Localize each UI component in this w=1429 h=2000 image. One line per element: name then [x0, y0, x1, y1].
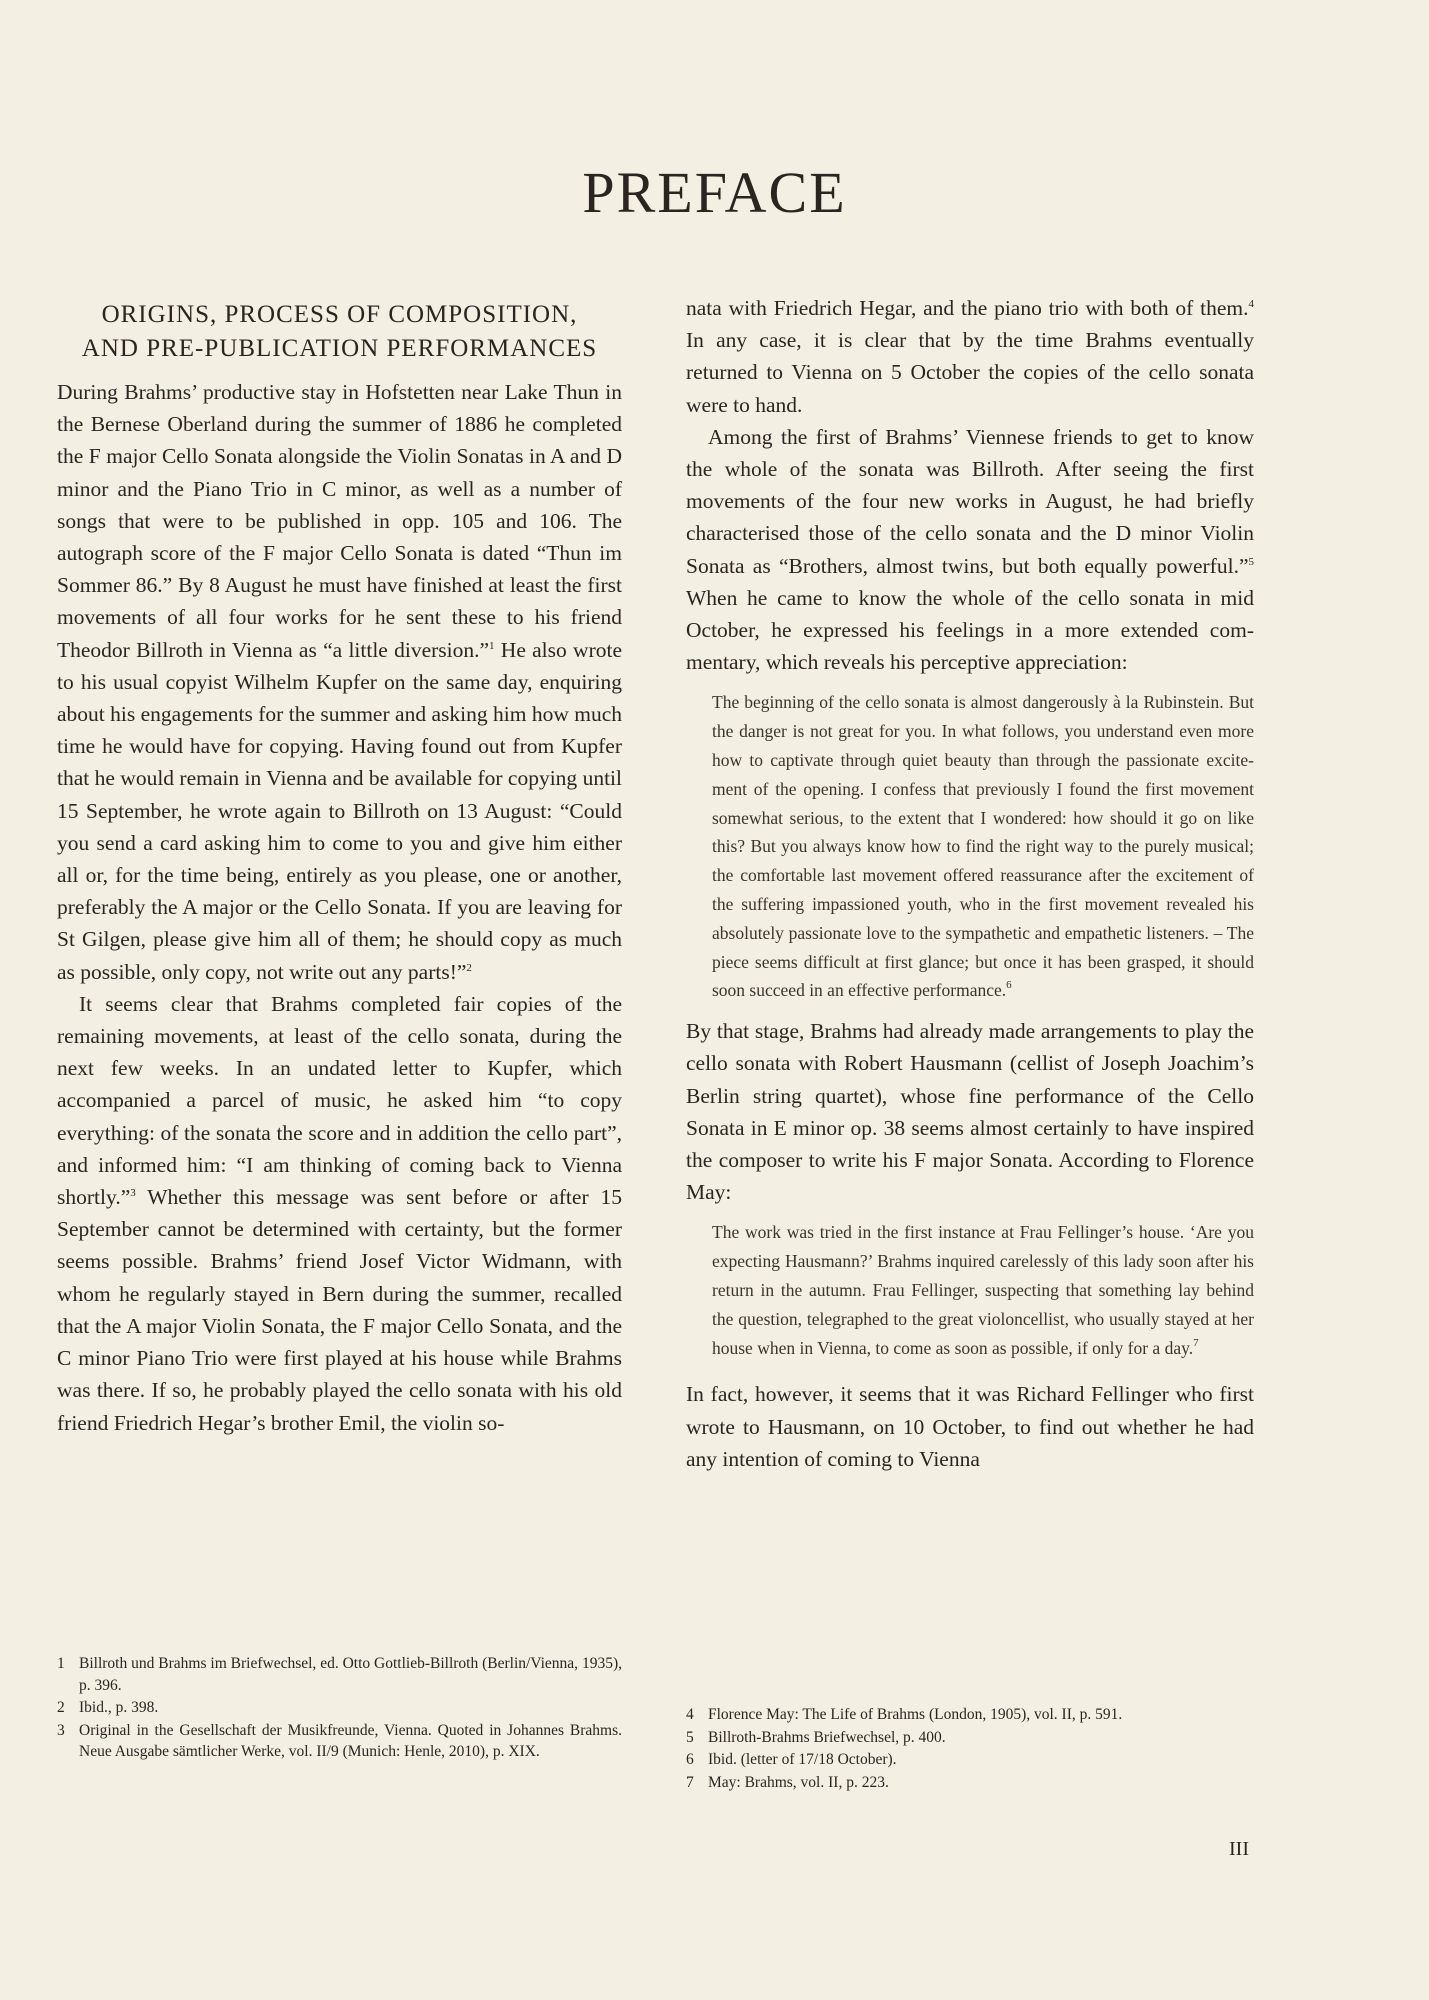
footnote-ref: 2	[466, 961, 472, 974]
footnote-text: Ibid., p. 398.	[79, 1699, 159, 1716]
quote-text: The work was tried in the first instance at Frau Fellinger’s house. ‘Are you expecting Hausmann?’ Brahms inquired carelessly of this lady soon after his return in the autumn. Frau Fellinger, suspecting that something lay behind the question, telegraphed to the great violoncellist, who usually stayed at her house when in Vienna, to come as soon as possible, if only for a day.	[712, 1222, 1254, 1358]
body-paragraph	[57, 988, 622, 1439]
right-footnotes	[686, 1704, 1254, 1794]
paragraph-text: In any case, it is clear that by the time Brahms eventually returned to Vienna on 5 October the copies of the cello sonata were to hand.	[686, 328, 1254, 417]
paragraph-text: By that stage, Brahms had already made arrangements to play the cello sonata with Robert Hausmann (cellist of Joseph Joachim’s Berlin string quartet), whose fine performance of the Cello Sonata in E minor op. 38 seems almost certainly to have inspired the composer to write his F major Sonata. According to Florence May:	[686, 1019, 1254, 1205]
footnote-ref: 3	[130, 1187, 136, 1200]
paragraph-text: He also wrote to his usual copyist Wilhelm Kupfer on the same day, enquiring about his engagements for the summer and asking him how much time he would have for copying. Having found out from Kupfer that he would remain in Vienna and be available for copying until 15 September, he wrote again to Billroth on 13 August: “Could you send a card asking him to come to you and give him either all or, for the time being, entirely as you please, one or another, preferably the A major or the Cello Sonata. If you are leaving for St Gilgen, please give him all of them; he should copy as much as possible, only copy, not write out any parts!”	[57, 637, 622, 984]
body-paragraph	[686, 1015, 1254, 1208]
paragraph-text: During Brahms’ productive stay in Hofstetten near Lake Thun in the Bernese Oberland during the summer of 1886 he completed the F major Cello Sonata alongside the Violin Sonatas in A and D minor and the Piano Trio in C minor, as well as a number of songs that were to be published in opp. 105 and 106. The autograph score of the F major Cello Sonata is dated “Thun im Sommer 86.” By 8 August he must have finished at least the first movements of all four works for he sent these to his friend Theodor Billroth in Vienna as “a little diversion.”	[57, 380, 622, 662]
quote-text: The beginning of the cello sonata is almost dangerously à la Rubinstein. But the danger is not great for you. In what follows, you understand even more how to captivate through quiet beauty than through the passionate excitement of the opening. I confess that previously I found the first movement somewhat serious, to the extent that I wondered: how should it go on like this? But you always know how to find the right way to the purely musical; the comfortable last movement offered reassurance after the excitement of the suffering impassioned youth, who in the first movement revealed his absolutely passionate love to the sympathetic and empathetic listeners. – The piece seems difficult at first glance; but once it has been grasped, it should soon succeed in an effective performance.	[712, 692, 1254, 1001]
footnote-number: 5	[686, 1728, 694, 1746]
body-paragraph	[686, 1378, 1254, 1475]
footnote	[57, 1697, 622, 1719]
footnote-text: May: Brahms, vol. II, p. 223.	[708, 1773, 889, 1791]
page-number: III	[1229, 1838, 1249, 1860]
footnote-text: Billroth und Brahms im Briefwechsel, ed. Otto Gottlieb-Billroth (Berlin/Vienna, 1935), p. 396.	[79, 1655, 622, 1694]
body-paragraph	[686, 292, 1254, 421]
paragraph-text: In fact, however, it seems that it was Richard Fellinger who first wrote to Hausmann, on 10 October, to find out whether he had any intention of coming to Vienna	[686, 1382, 1254, 1471]
paragraph-text: nata with Friedrich Hegar, and the piano trio with both of them.	[686, 296, 1249, 320]
footnote-number: 2	[57, 1699, 65, 1716]
footnote	[686, 1704, 1254, 1726]
footnote-text: Billroth-Brahms Briefwechsel, p. 400.	[708, 1728, 946, 1746]
page-title: PREFACE	[582, 160, 847, 225]
footnote-text: Original in the Gesellschaft der Musikfreunde, Vienna. Quoted in Johannes Brahms. Neue Ausgabe sämtlicher Werke, vol. II/9 (Munich: Henle, 2010), p. XIX.	[79, 1721, 622, 1760]
footnote-ref: 6	[1006, 979, 1012, 992]
footnote-ref: 5	[1248, 555, 1254, 568]
section-title	[57, 298, 622, 366]
footnote-ref: 7	[1193, 1336, 1199, 1349]
footnote-text: Ibid. (letter of 17/18 October).	[708, 1751, 897, 1768]
footnote-text: Florence May: The Life of Brahms (London, 1905), vol. II, p. 591.	[708, 1706, 1123, 1723]
section-title-line-1: ORIGINS, PROCESS OF COMPOSITION,	[101, 301, 578, 328]
footnote-number: 4	[686, 1706, 694, 1723]
section-title-line-2: AND PRE-PUBLICATION PERFORMANCES	[81, 335, 598, 362]
footnote	[686, 1727, 1254, 1749]
paragraph-text: Among the first of Brahms’ Viennese friends to get to know the whole of the sonata was Billroth. After seeing the first movements of the four new works in August, he had briefly characterised those of the cello sonata and the D minor Violin Sonata as “Brothers, almost twins, but both equally powerful.”	[686, 424, 1254, 578]
body-paragraph	[57, 376, 622, 988]
footnote-number: 7	[686, 1773, 694, 1791]
footnote	[686, 1749, 1254, 1771]
paragraph-text: Whether this message was sent before or after 15 September cannot be determined with certainty, but the former seems possible. Brahms’ friend Josef Victor Widmann, with whom he regularly stayed in Bern during the summer, recalled that the A major Violin Sonata, the F major Cello Sonata, and the C minor Piano Trio were first played at his house while Brahms was there. If so, he probably played the cello sonata with his old friend Friedrich Hegar’s brother Emil, the violin so-	[57, 1185, 622, 1435]
paragraph-text: When he came to know the whole of the cello sonata in mid October, he expressed his feelings in a more extended commentary, which reveals his perceptive appreciation:	[686, 585, 1254, 675]
block-quote	[712, 688, 1254, 1005]
left-column	[57, 298, 622, 1439]
footnote-ref: 1	[489, 639, 495, 652]
footnote-ref: 4	[1248, 298, 1254, 310]
footnote-number: 3	[57, 1721, 65, 1739]
block-quote	[712, 1218, 1254, 1362]
footnote-number: 6	[686, 1751, 694, 1768]
footnote	[57, 1720, 622, 1763]
right-column	[686, 292, 1254, 1475]
paragraph-text: It seems clear that Brahms completed fair copies of the remaining movements, at least of the cello sonata, during the next few weeks. In an undated letter to Kupfer, which accompanied a parcel of music, he asked him “to copy everything: of the sonata the score and in addition the cello part”, and informed him: “I am thinking of coming back to Vienna shortly.”	[57, 991, 622, 1210]
footnote-number: 1	[57, 1655, 65, 1672]
body-paragraph	[686, 421, 1254, 679]
footnote	[57, 1653, 622, 1696]
left-footnotes	[57, 1653, 622, 1764]
footnote	[686, 1772, 1254, 1794]
